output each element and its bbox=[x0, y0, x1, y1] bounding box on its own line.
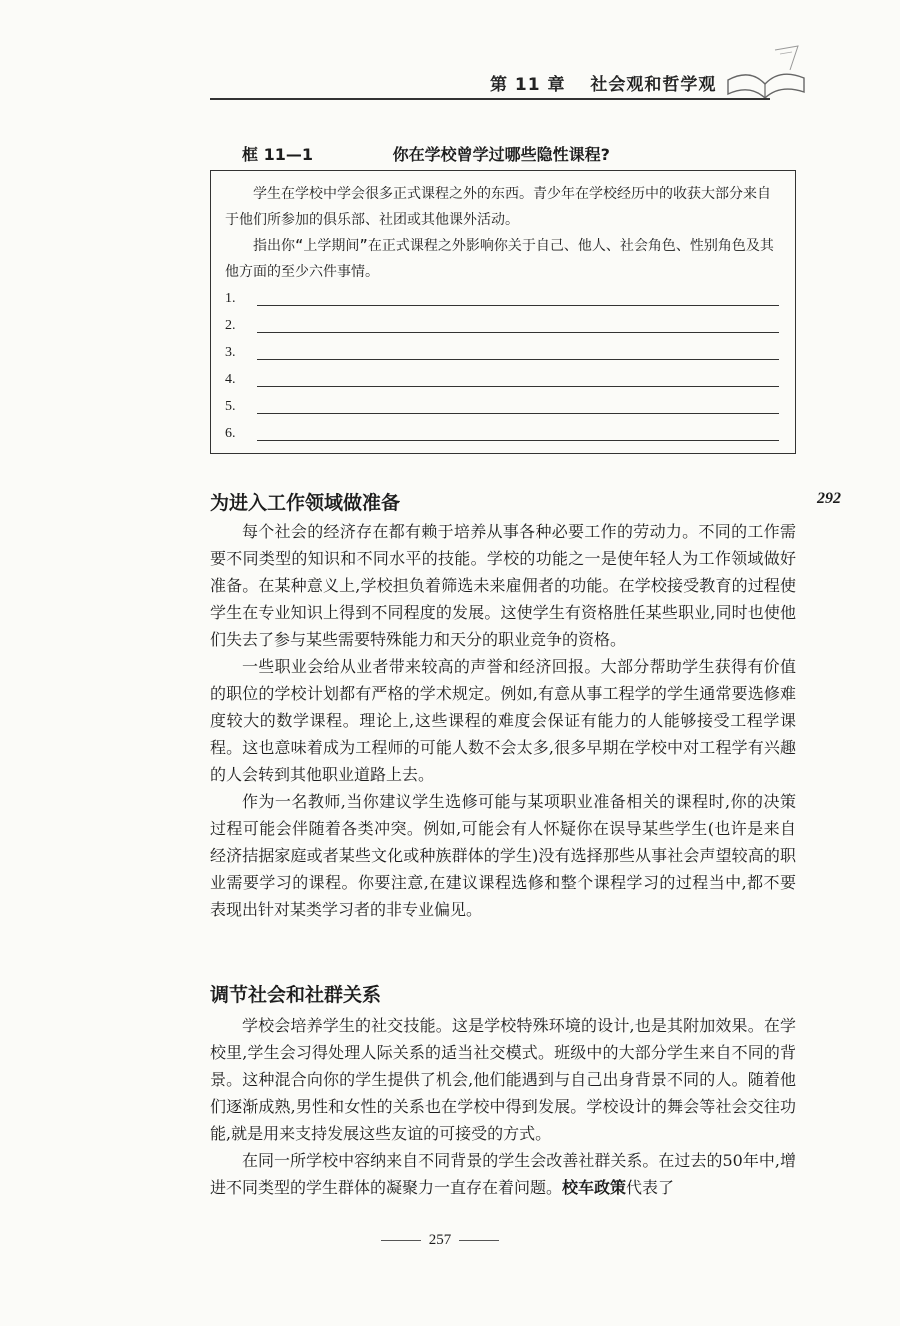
footer-ornament bbox=[381, 1240, 421, 1241]
box-paragraph: 学生在学校中学会很多正式课程之外的东西。青少年在学校经历中的收获大部分来自于他们所参加的俱乐部、社团或其他课外活动。 bbox=[225, 186, 771, 228]
body-paragraph: 学校会培养学生的社交技能。这是学校特殊环境的设计,也是其附加效果。在学校里,学生会习得处理人际关系的适当社交模式。班级中的大部分学生来自不同的背景。这种混合向你的学生提供了机会,他们能遇到与自己出身背景不同的人。随着他们逐渐成熟,男性和女性的关系也在学校中得到发展。学校设计的舞会等社会交往功能,就是用来支持发展这些友谊的可接受的方式。 bbox=[210, 1016, 796, 1143]
body-paragraph bbox=[210, 1147, 796, 1201]
box-question: 你在学校曾学过哪些隐性课程? bbox=[392, 145, 610, 164]
answer-blank bbox=[257, 305, 779, 306]
paragraph-text: 代表了 bbox=[626, 1178, 675, 1197]
box-paragraph: 指出你“上学期间”在正式课程之外影响你关于自己、他人、社会角色、性别角色及其他方面的至少六件事情。 bbox=[225, 238, 774, 280]
answer-blank bbox=[257, 440, 779, 441]
answer-number: 3. bbox=[225, 345, 236, 360]
answer-number: 6. bbox=[225, 426, 236, 441]
header-rule bbox=[210, 98, 770, 100]
answer-line bbox=[225, 285, 779, 312]
answer-number: 1. bbox=[225, 291, 236, 306]
answer-line bbox=[225, 339, 779, 366]
section-heading: 调节社会和社群关系 bbox=[210, 984, 382, 1006]
answer-blank bbox=[257, 332, 779, 333]
box-heading bbox=[242, 142, 802, 165]
answer-number: 5. bbox=[225, 399, 236, 414]
body-paragraph: 一些职业会给从业者带来较高的声誉和经济回报。大部分帮助学生获得有价值的职位的学校计划都有严格的学术规定。例如,有意从事工程学的学生通常要选修难度较大的数学课程。理论上,这些课程的难度会保证有能力的人能够接受工程学课程。这也意味着成为工程师的可能人数不会太多,很多早期在学校中对工程学有兴趣的人会转到其他职业道路上去。 bbox=[210, 657, 796, 784]
answer-line bbox=[225, 312, 779, 339]
paragraph-text: 在同一所学校中容纳来自不同背景的学生会改善社群关系。在过去的50年中,增进不同类型的学生群体的凝聚力一直存在着问题。 bbox=[210, 1151, 796, 1197]
footer-ornament bbox=[459, 1240, 499, 1241]
answer-line bbox=[225, 393, 779, 420]
chapter-title: 社会观和哲学观 bbox=[590, 75, 717, 95]
answer-blank bbox=[257, 359, 779, 360]
body-paragraph: 作为一名教师,当你建议学生选修可能与某项职业准备相关的课程时,你的决策过程可能会伴随着各类冲突。例如,可能会有人怀疑你在误导某些学生(也许是来自经济拮据家庭或者某些文化或种族群体的学生)没有选择那些从事社会声望较高的职业需要学习的课程。你要注意,在建议课程选修和整个课程学习的过程当中,都不要表现出针对某类学习者的非专业偏见。 bbox=[210, 792, 796, 919]
answer-blank bbox=[257, 386, 779, 387]
answer-line bbox=[225, 420, 779, 447]
chapter-number: 第 11 章 bbox=[490, 75, 566, 95]
page-number: 257 bbox=[428, 1232, 452, 1248]
margin-page-reference: 292 bbox=[817, 490, 841, 507]
bold-term: 校车政策 bbox=[562, 1178, 627, 1197]
section-heading: 为进入工作领域做准备 bbox=[210, 492, 401, 514]
section-body bbox=[210, 518, 796, 923]
answer-blank bbox=[257, 413, 779, 414]
exercise-box bbox=[210, 170, 796, 454]
running-header bbox=[490, 70, 716, 95]
section-body bbox=[210, 1012, 796, 1201]
page-footer bbox=[370, 1232, 510, 1249]
answer-number: 2. bbox=[225, 318, 236, 333]
answer-line bbox=[225, 366, 779, 393]
box-label: 框 11—1 bbox=[242, 145, 313, 164]
answer-number: 4. bbox=[225, 372, 236, 387]
body-paragraph: 每个社会的经济存在都有赖于培养从事各种必要工作的劳动力。不同的工作需要不同类型的知识和不同水平的技能。学校的功能之一是使年轻人为工作领域做好准备。在某种意义上,学校担负着筛选未来雇佣者的功能。在学校接受教育的过程使学生在专业知识上得到不同程度的发展。这使学生有资格胜任某些职业,同时也使他们失去了参与某些需要特殊能力和天分的职业竞争的资格。 bbox=[210, 522, 796, 649]
